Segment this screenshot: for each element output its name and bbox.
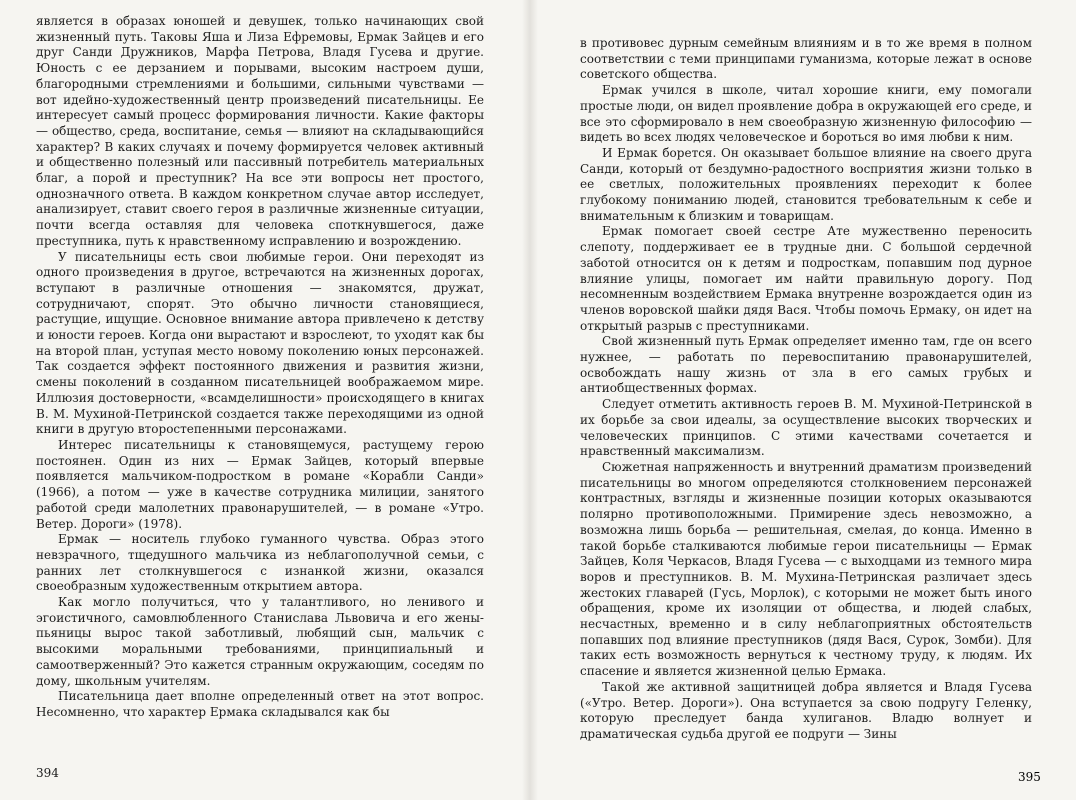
paragraph: в противовес дурным семейным влияниям и в то же время в полном соответствии с теми принципами гуманизма, которые лежат в основе советского общества.: [580, 36, 1032, 82]
right-page-text: [580, 36, 1032, 743]
paragraph: Интерес писательницы к становящемуся, растущему герою постоянен. Один из них — Ермак Зайцев, который впервые появляется мальчиком-подростком в романе «Корабли Санди» (1966), а потом — уже в качестве сотрудника милиции, занятого работой среди малолетних правонарушителей, — в романе «Утро. Ветер. Дороги» (1978).: [36, 437, 484, 531]
paragraph: Писательница дает вполне определенный ответ на этот вопрос. Несомненно, что характер Ермака складывался как бы: [36, 689, 484, 719]
paragraph: Как могло получиться, что у талантливого, но ленивого и эгоистичного, самовлюбленного Станислава Львовича и его жены-пьяницы вырос такой заботливый, любящий сын, мальчик с высокими моральными требованиями, принципиальный и самоотверженный? Это кажется странным окружающим, соседям по дому, школьным учителям.: [36, 595, 484, 688]
page-number-right: 395: [1018, 770, 1041, 784]
paragraph: Ермак учился в школе, читал хорошие книги, ему помогали простые люди, он видел проявление добра в окружающей его среде, и все это сформировало в нем своеобразную жизненную философию — видеть во всех людях человеческое и бороться во имя любви к ним.: [580, 83, 1032, 145]
paragraph: И Ермак борется. Он оказывает большое влияние на своего друга Санди, который от бездумно-радостного восприятия жизни только в ее светлых, положительных проявлениях переходит к более глубокому пониманию людей, становится требовательным к себе и внимательным к близким и товарищам.: [580, 145, 1032, 223]
paragraph: Ермак помогает своей сестре Ате мужественно переносить слепоту, поддерживает ее в трудные дни. С большой сердечной заботой относится он к детям и подросткам, попавшим под дурное влияние улицы, помогает им найти правильную дорогу. Под несомненным воздействием Ермака внутренне возрождается один из членов воровской шайки дядя Вася. Чтобы помочь Ермаку, он идет на открытый разрыв с преступниками.: [580, 224, 1032, 333]
paragraph: Ермак — носитель глубоко гуманного чувства. Образ этого невзрачного, тщедушного мальчика из неблагополучной семьи, с ранних лет столкнувшегося с изнанкой жизни, оказался своеобразным художественным открытием автора.: [36, 532, 484, 594]
left-page-text: [36, 14, 484, 721]
left-page: [0, 0, 520, 800]
paragraph: Такой же активной защитницей добра является и Владя Гусева («Утро. Ветер. Дороги»). Она вступается за свою подругу Геленку, которую преследует банда хулиганов. Владю волнует и драматическая судьба другой ее подруги — Зины: [580, 679, 1032, 741]
page-number-left: 394: [36, 766, 59, 780]
paragraph: Сюжетная напряженность и внутренний драматизм произведений писательницы во многом определяются столкновением персонажей контрастных, взгляды и жизненные позиции которых оказываются полярно противоположными. Примирение здесь невозможно, а возможна лишь борьба — решительная, смелая, до конца. Именно в такой борьбе сталкиваются любимые герои писательницы — Ермак Зайцев, Коля Черкасов, Владя Гусева — с выходцами из темного мира воров и преступников. В. М. Мухина-Петринская различает здесь жестоких главарей (Гусь, Морлок), с которыми не может быть иного обращения, кроме их изоляции от общества, и людей слабых, несчастных, временно и в силу неблагоприятных обстоятельств попавших под влияние преступников (дядя Вася, Сурок, Зомби). Для таких есть возможность вернуться к честному труду, к людям. Их спасение и является жизненной целью Ермака.: [580, 459, 1032, 679]
book-gutter: [522, 0, 538, 800]
paragraph: Свой жизненный путь Ермак определяет именно там, где он всего нужнее, — работать по перевоспитанию правонарушителей, освобождать нашу жизнь от зла в его самых грубых и антиобщественных формах.: [580, 334, 1032, 396]
right-page: [540, 0, 1076, 800]
paragraph: является в образах юношей и девушек, только начинающих свой жизненный путь. Таковы Яша и Лиза Ефремовы, Ермак Зайцев и его друг Санди Дружников, Марфа Петрова, Владя Гусева и другие. Юность с ее дерзанием и порывами, высоким настроем души, благородными стремлениями и большими, сильными чувствами — вот идейно-художественный центр произведений писательницы. Ее интересует самый процесс формирования личности. Какие факторы — общество, среда, воспитание, семья — влияют на складывающийся характер? В каких случаях и почему формируется человек активный и общественно полезный или пассивный потребитель материальных благ, а порой и преступник? На все эти вопросы нет простого, однозначного ответа. В каждом конкретном случае автор исследует, анализирует, ставит своего героя в различные жизненные ситуации, почти всегда оставляя для человека споткнувшегося, даже преступника, путь к нравственному исправлению и возрождению.: [36, 14, 484, 248]
paragraph: Следует отметить активность героев В. М. Мухиной-Петринской в их борьбе за свои идеалы, за осуществление высоких творческих и человеческих принципов. С этими качествами сочетается и нравственный максимализм.: [580, 397, 1032, 459]
paragraph: У писательницы есть свои любимые герои. Они переходят из одного произведения в другое, встречаются на жизненных дорогах, вступают в различные отношения — знакомятся, дружат, сотрудничают, спорят. Это обычно личности становящиеся, растущие, ищущие. Основное внимание автора привлечено к детству и юности героев. Когда они вырастают и взрослеют, то уходят как бы на второй план, уступая место новому поколению юных персонажей. Так создается эффект постоянного движения и развития жизни, смены поколений в созданном писательницей воображаемом мире. Иллюзия достоверности, «всамделишности» происходящего в книгах В. М. Мухиной-Петринской создается также переходящими из одной книги в другую второстепенными персонажами.: [36, 249, 484, 437]
